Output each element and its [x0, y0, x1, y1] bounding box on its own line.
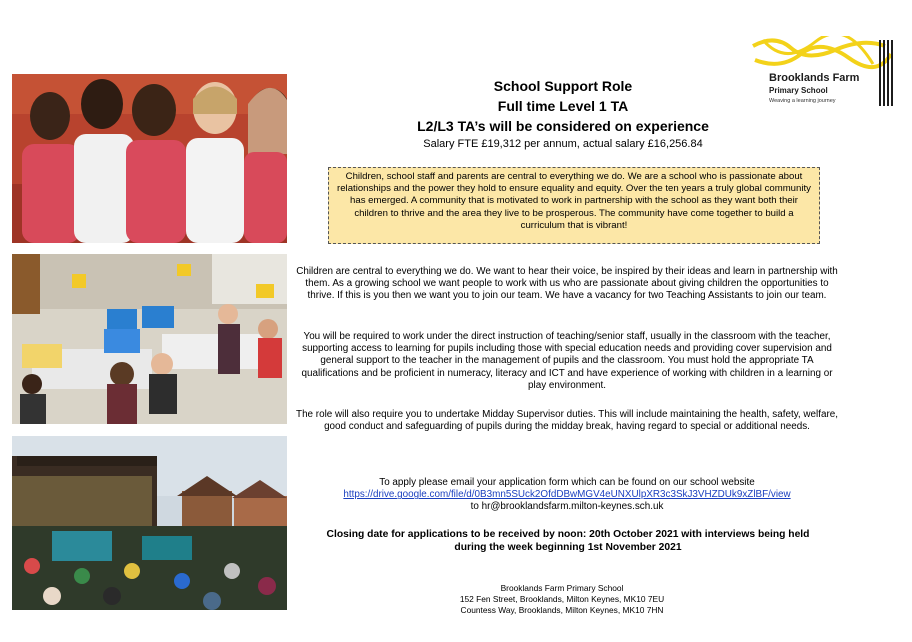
logo-tagline: Weaving a learning journey: [769, 98, 836, 104]
salary-line: Salary FTE £19,312 per annum, actual salary £16,256.84: [423, 138, 703, 150]
classroom-photo: [12, 254, 287, 424]
interview-date-line: during the week beginning 1st November 2021: [454, 542, 682, 553]
role-title: School Support Role: [493, 78, 633, 94]
children-smiling-photo: [12, 74, 287, 243]
address-line-2: Countess Way, Brooklands, Milton Keynes, MK10 7HN: [460, 604, 664, 615]
apply-email-line: to hr@brooklandsfarm.milton-keynes.sch.uk: [470, 501, 664, 513]
school-address: [420, 583, 704, 615]
community-highlight-text: Children, school staff and parents are central to everything we do. We are a school who is passionate about relationships and the power they hold to ensure equality and equity. Over the ten years a truly global community has emerged. A community that is motivated to work in partnership with the school as they want both their children to thrive and the area they live to be prosperous. The community have come together to build a curriculum that is vibrant!: [337, 171, 811, 231]
apply-section: [294, 477, 840, 514]
outdoor-festival-photo: [12, 436, 287, 610]
apply-intro: To apply please email your application form which can be found on our school website: [379, 477, 755, 488]
closing-date-line: Closing date for applications to be received by noon: 20th October 2021 with interviews being held: [326, 529, 810, 540]
midday-duties-paragraph: The role will also require you to undertake Midday Supervisor duties. This will include maintaining the health, safety, welfare, good conduct and safeguarding of pupils during the midday break, having regard to special or additional needs.: [296, 409, 838, 433]
duties-paragraph: You will be required to work under the direct instruction of teaching/senior staff, usually in the classroom with the teacher, supporting access to learning for pupils including those with special education needs and providing cover supervision and general support to the teacher in the management of pupils and the classroom. You must hold the appropriate TA qualifications and be proficient in numeracy, literacy and ICT and have experience of working with children in a learning or play environment.: [301, 331, 833, 391]
logo-name: Brooklands Farm: [769, 72, 860, 84]
address-school-name: Brooklands Farm Primary School: [500, 583, 624, 593]
closing-date-notice: [296, 528, 840, 554]
role-experience-note: L2/L3 TA’s will be considered on experience: [417, 118, 709, 134]
logo-subtitle: Primary School: [769, 86, 828, 95]
address-line-1: 152 Fen Street, Brooklands, Milton Keynes, MK10 7EU: [459, 593, 665, 604]
role-level: Full time Level 1 TA: [497, 98, 629, 114]
job-title-block: [320, 76, 806, 150]
community-highlight-box: [328, 167, 820, 244]
application-form-link[interactable]: https://drive.google.com/file/d/0B3mn5SUck2OfdDBwMGV4eUNXUlpXR3c3SkJ3VHZDUk9xZlBF/view: [343, 489, 791, 501]
intro-paragraph: Children are central to everything we do. We want to hear their voice, be inspired by their ideas and learn in partnership with them. As a growing school we want people to work with us who are passionate about giving children the opportunities to thrive. If this is you then we want you to join our team. We have a vacancy for two Teaching Assistants to join our team.: [296, 266, 838, 302]
